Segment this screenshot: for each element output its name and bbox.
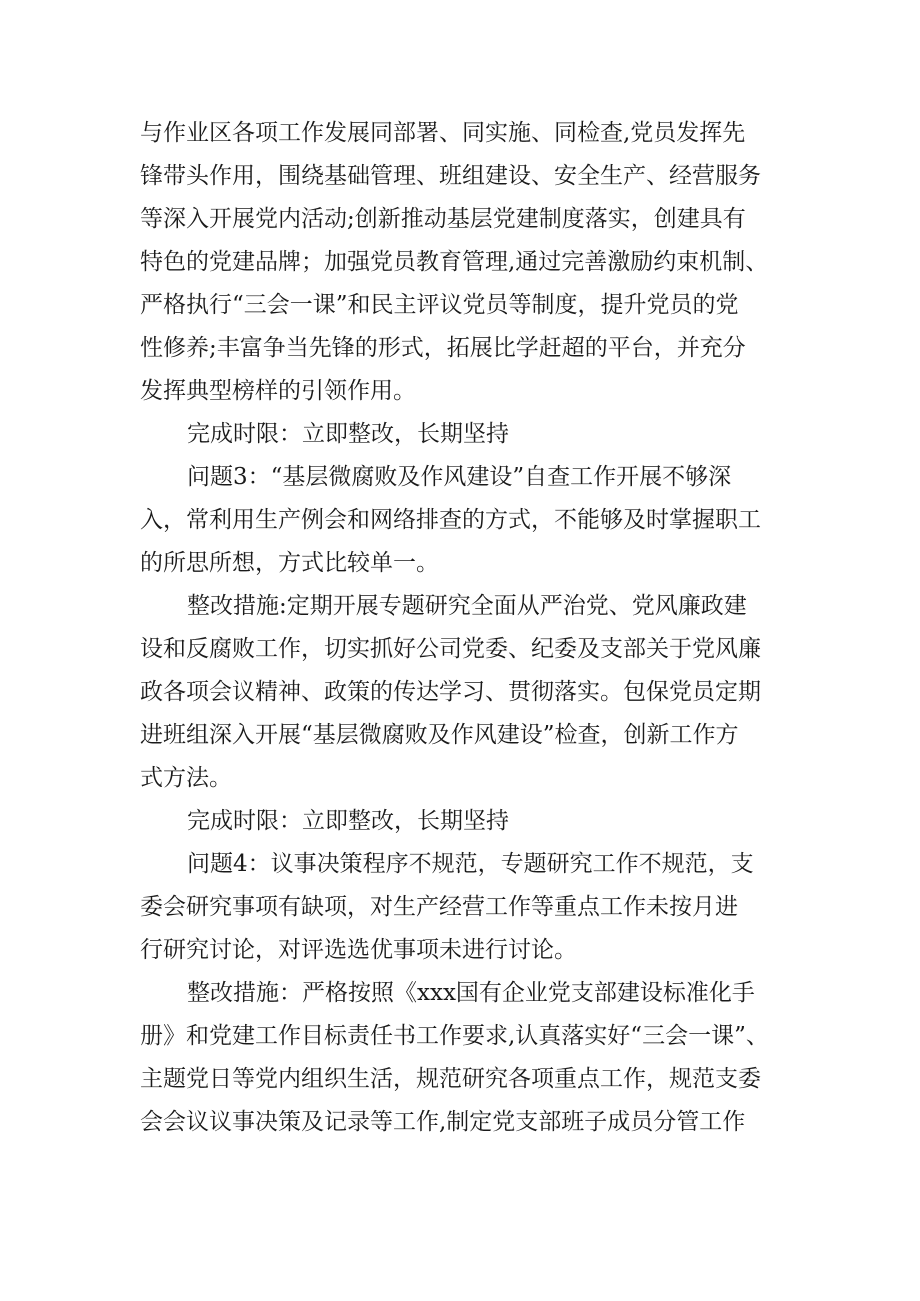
measures-heading-line: 整改措施：严格按照《xxx国有企业党支部建设标准化手 <box>187 980 755 1006</box>
paragraph-line: 政各项会议精神、政策的传达学习、贯彻落实。包保党员定期 <box>140 679 761 705</box>
paragraph-line: 入，常利用生产例会和网络排查的方式，不能够及时掌握职工 <box>140 507 761 533</box>
paragraph-line: 册》和党建工作目标责任书工作要求,认真落实好“三会一课”、 <box>140 1023 769 1049</box>
paragraph-line: 性修养;丰富争当先锋的形式，拓展比学赶超的平台，并充分 <box>140 335 746 361</box>
paragraph-line: 主题党日等党内组织生活，规范研究各项重点工作，规范支委 <box>140 1066 761 1092</box>
paragraph-line: 会会议议事决策及记录等工作,制定党支部班子成员分管工作 <box>140 1109 746 1135</box>
paragraph-line: 特色的党建品牌；加强党员教育管理,通过完善激励约束机制、 <box>140 249 769 275</box>
measures-heading-line: 整改措施:定期开展专题研究全面从严治党、党风廉政建 <box>187 593 747 619</box>
paragraph-line: 设和反腐败工作，切实抓好公司党委、纪委及支部关于党风廉 <box>140 636 761 662</box>
paragraph-line: 行研究讨论，对评选选优事项未进行讨论。 <box>140 937 577 963</box>
document-body <box>140 112 800 1144</box>
paragraph-line: 委会研究事项有缺项，对生产经营工作等重点工作未按月进 <box>140 894 738 920</box>
paragraph-line: 严格执行“三会一课”和民主评议党员等制度，提升党员的党 <box>140 292 739 318</box>
issue-heading-line: 问题4：议事决策程序不规范，专题研究工作不规范，支 <box>187 851 754 877</box>
paragraph-line: 的所思所想，方式比较单一。 <box>140 550 439 576</box>
paragraph-line: 锋带头作用，围绕基础管理、班组建设、安全生产、经营服务 <box>140 163 761 189</box>
paragraph-line: 进班组深入开展“基层微腐败及作风建设”检查，创新工作方 <box>140 722 739 748</box>
paragraph-line: 式方法。 <box>140 765 232 791</box>
deadline-line: 完成时限：立即整改，长期坚持 <box>187 808 509 834</box>
deadline-line: 完成时限：立即整改，长期坚持 <box>187 421 509 447</box>
paragraph-line: 等深入开展党内活动;创新推动基层党建制度落实，创建具有 <box>140 206 746 232</box>
issue-heading-line: 问题3：“基层微腐败及作风建设”自查工作开展不够深 <box>187 464 732 490</box>
paragraph-line: 发挥典型榜样的引领作用。 <box>140 378 416 404</box>
paragraph-line: 与作业区各项工作发展同部署、同实施、同检查,党员发挥先 <box>140 120 746 146</box>
